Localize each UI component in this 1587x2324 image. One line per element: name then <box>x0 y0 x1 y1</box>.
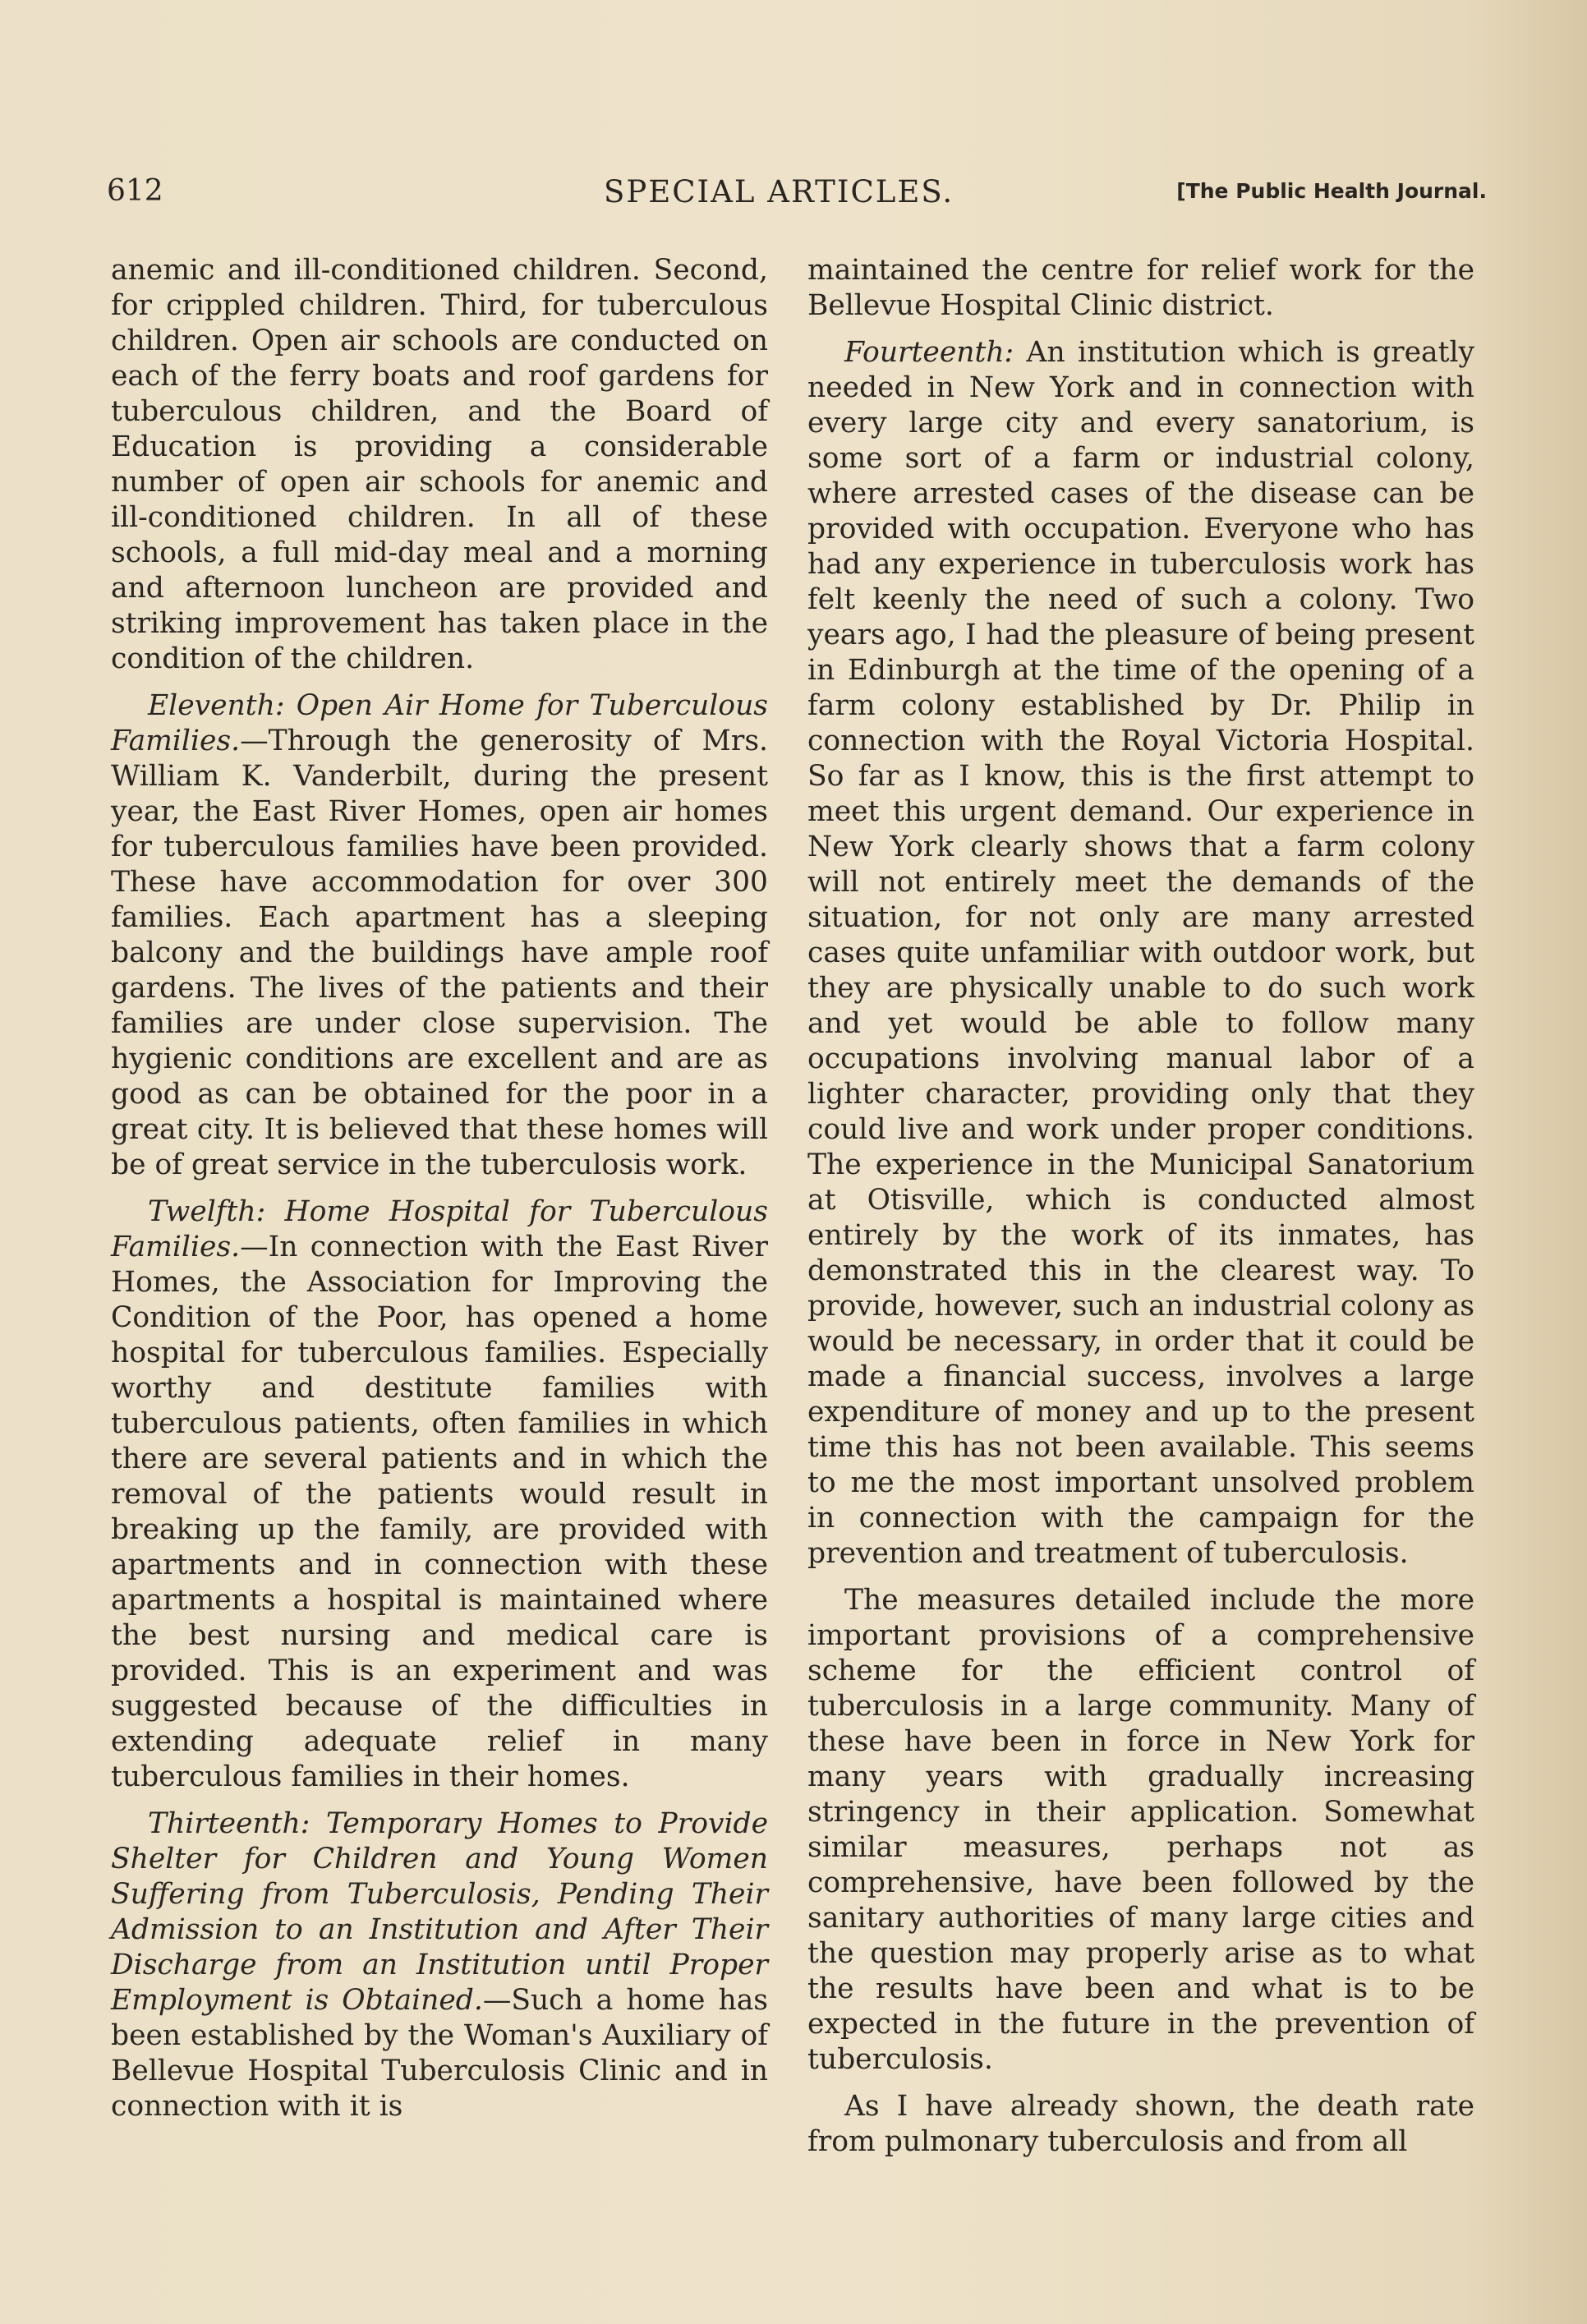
paragraph-body: An institution which is greatly needed in New York and in connection with every large city and every sanatorium, is some sort of a farm or industrial colony, where arrested cases of the disease can be provided with occupation. Everyone who has had any experience in tuberculosis work has felt keenly the need of such a colony. Two years ago, I had the pleasure of being present in Edinburgh at the time of the opening of a farm colony established by Dr. Philip in connection with the Royal Victoria Hospital. So far as I know, this is the first attempt to meet this urgent demand. Our experience in New York clearly shows that a farm colony will not entirely meet the demands of the situation, for not only are many arrested cases quite unfamiliar with outdoor work, but they are physically unable to do such work and yet would be able to follow many occupations involving manual labor of a lighter character, providing only that they could live and work under proper conditions. The experience in the Municipal Sanatorium at Otisville, which is conducted almost entirely by the work of its inmates, has demonstrated this in the clearest way. To provide, however, such an industrial colony as would be necessary, in order that it could be made a financial success, involves a large expenditure of money and up to the present time this has not been available. This seems to me the most important unsolved problem in connection with the campaign for the prevention and treatment of tuberculosis. <box>807 336 1474 1570</box>
paragraph: As I have already shown, the death rate from pulmonary tuberculosis and from all <box>807 2090 1474 2158</box>
paragraph-thirteenth <box>111 1806 768 2124</box>
paragraph-twelfth <box>111 1194 768 1795</box>
paragraph-lead: Eleventh: Open Air Home for Tuberculous Families. <box>111 689 768 757</box>
paragraph: The measures detailed include the more important provisions of a comprehensive scheme for the efficient control of tuberculosis in a large community. Many of these have been in force in New York for many years with gradually increasing stringency in their application. Somewhat similar measures, perhaps not as comprehensive, have been followed by the sanitary authorities of many large cities and the question may properly arise as to what the results have been and what is to be expected in the future in the prevention of tuberculosis. <box>807 1584 1474 2076</box>
paragraph-body: —In connection with the East River Homes, the Association for Improving the Condition of the Poor, has opened a home hospital for tuberculous families. Especially worthy and destitute families with tuberculous patients, often families in which there are several patients and in which the removal of the patients would result in breaking up the family, are provided with apartments and in connection with these apartments a hospital is maintained where the best nursing and medical care is provided. This is an experiment and was suggested because of the difficulties in extending adequate relief in many tuberculous families in their homes. <box>111 1231 768 1793</box>
paragraph: anemic and ill-conditioned children. Second, for crippled children. Third, for tuberculous children. Open air schools are conducted on each of the ferry boats and roof gardens for tuberculous children, and the Board of Education is providing a considerable number of open air schools for anemic and ill-conditioned children. In all of these schools, a full mid-day meal and a morning and afternoon luncheon are provided and striking improvement has taken place in the condition of the children. <box>111 254 768 675</box>
paragraph-fourteenth <box>807 335 1474 1572</box>
paragraph-lead: Fourteenth: <box>844 336 1014 369</box>
running-title: SPECIAL ARTICLES. <box>604 174 954 209</box>
page-number: 612 <box>107 174 163 208</box>
paragraph-lead: Twelfth: Home Hospital for Tuberculous Families. <box>111 1195 768 1263</box>
right-column <box>807 253 1474 2171</box>
paragraph: maintained the centre for relief work for the Bellevue Hospital Clinic district. <box>807 254 1474 322</box>
journal-name: [The Public Health Journal. <box>1176 179 1487 203</box>
paragraph-body: —Through the generosity of Mrs. William K. Vanderbilt, during the present year, the East River Homes, open air homes for tuberculous families have been provided. These have accommodation for over 300 families. Each apartment has a sleeping balcony and the buildings have ample roof gardens. The lives of the patients and their families are under close supervision. The hygienic conditions are excellent and are as good as can be obtained for the poor in a great city. It is believed that these homes will be of great service in the tuberculosis work. <box>111 725 768 1181</box>
running-header <box>107 174 1487 223</box>
paragraph-lead: Thirteenth: Temporary Homes to Provide Shelter for Children and Young Women Suffering from Tuberculosis, Pending Their Admission to an Institution and After Their Discharge from an Institution until Proper Employment is Obtained. <box>111 1807 768 2017</box>
paragraph-eleventh <box>111 688 768 1183</box>
left-column <box>111 253 768 2136</box>
paragraph-body: —Such a home has been established by the Woman's Auxiliary of Bellevue Hospital Tuberculosis Clinic and in connection with it is <box>111 1984 768 2123</box>
